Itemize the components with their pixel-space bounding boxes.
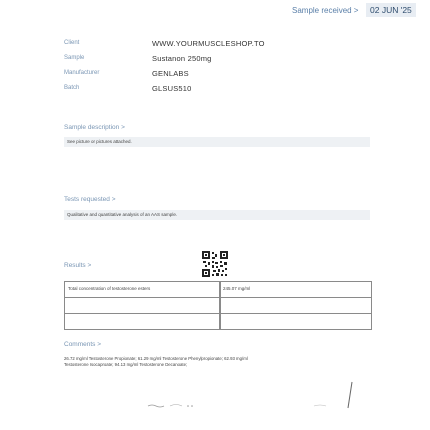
- sample-value: Sustanon 250mg: [152, 54, 212, 63]
- sample-received-date: 02 JUN '25: [366, 3, 416, 17]
- results-label: Results >: [64, 262, 92, 269]
- sample-received-label: Sample received >: [292, 6, 359, 15]
- results-row-3-value-cell: [219, 313, 372, 330]
- batch-label: Batch: [64, 85, 80, 91]
- comments-label: Comments >: [64, 341, 102, 348]
- sample-description-text: See picture or pictures attached.: [67, 139, 132, 144]
- sample-label: Sample: [64, 55, 85, 61]
- results-row-1-name: Total concentration of testosterone esters: [68, 286, 151, 291]
- results-row-1-name-cell: [64, 281, 221, 298]
- tests-requested-bar: [64, 210, 370, 220]
- qr-code-icon: [201, 250, 229, 278]
- client-label: Client: [64, 40, 80, 46]
- results-row-2-name-cell: [64, 297, 221, 314]
- signature-dots-icon: [140, 388, 220, 408]
- results-row-1-value: 245.07 mg/ml: [223, 286, 251, 291]
- comments-line-1: 26.72 mg/ml Testosterone Propionate; 61.29 mg/ml Testosterone Phenylpropionate; 62.93 mg/ml: [64, 356, 248, 361]
- results-row-3-name-cell: [64, 313, 221, 330]
- tests-requested-text: Qualitative and quantitative analysis of an AAS sample.: [67, 212, 178, 217]
- results-row-1-value-cell: [219, 281, 372, 298]
- manufacturer-label: Manufacturer: [64, 70, 100, 76]
- signature-stroke-icon: [300, 380, 360, 410]
- results-row-2-value-cell: [219, 297, 372, 314]
- client-value: WWW.YOURMUSCLESHOP.TO: [152, 39, 265, 48]
- sample-description-label: Sample description >: [64, 124, 125, 131]
- sample-description-bar: [64, 137, 370, 147]
- tests-requested-label: Tests requested >: [64, 196, 116, 203]
- comments-line-2: Testosterone Isocaproate; 94.13 mg/ml Testosterone Decanoate;: [64, 362, 188, 367]
- batch-value: GLSUS510: [152, 84, 192, 93]
- manufacturer-value: GENLABS: [152, 69, 189, 78]
